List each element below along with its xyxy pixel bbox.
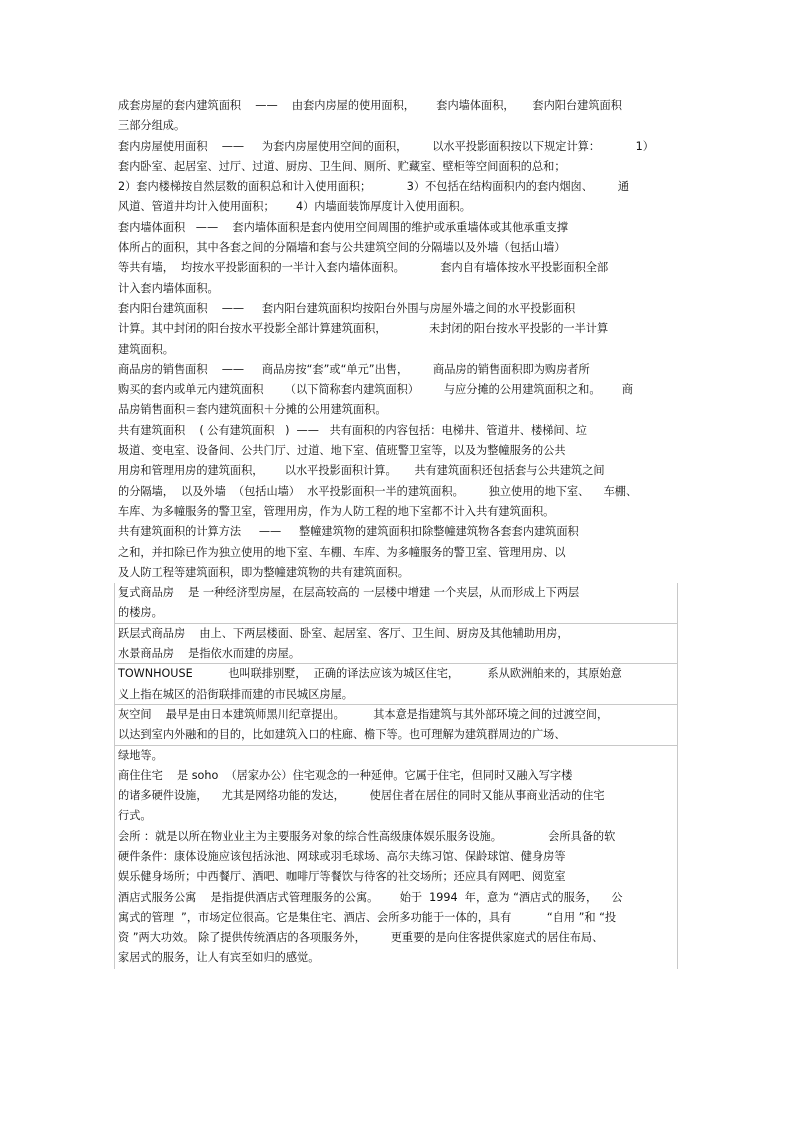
text-line: 建筑面积。 [118,342,174,356]
text-block-definitions [118,96,678,583]
text-line: 计算。其中封闭的阳台按水平投影全部计算建筑面积， 未封闭的阳台按水平投影的一半计算 [118,322,609,336]
text-line: 娱乐健身场所；中西餐厅、酒吧、咖啡厅等餐饮与待客的社交场所；还应具有网吧、阅览室 [114,867,678,887]
text-line: 套内卧室、起居室、过厅、过道、厨房、卫生间、厕所、贮藏室、壁柜等空间面积的总和； [118,159,566,173]
text-line: 共有建筑面积的计算方法 —— 整幢建筑物的建筑面积扣除整幢建筑物各套套内建筑面积 [118,525,579,539]
text-line: 成套房屋的套内建筑面积 —— 由套内房屋的使用面积， 套内墙体面积， 套内阳台建筑面积 [118,99,622,112]
text-line: 绿地等。 [114,746,678,766]
text-line: 家居式的服务，让人有宾至如归的感觉。 [114,948,678,968]
text-line: 硬件条件：康体设施应该包括泳池、网球或羽毛球场、高尔夫练习馆、保龄球馆、健身房等 [114,847,678,867]
text-line: 品房销售面积＝套内建筑面积＋分摊的公用建筑面积。 [118,403,387,417]
text-line: 及人防工程等建筑面积，即为整幢建筑物的共有建筑面积。 [118,565,409,579]
text-line: 的诸多硬件设施， 尤其是网络功能的发达， 使居住者在居住的同时又能从事商业活动的住宅 [114,786,678,806]
text-line: 会所 ：就是以所在物业业主为主要服务对象的综合性高级康体娱乐服务设施。 会所具备的软 [114,827,678,847]
text-line: 共有建筑面积 ( 公有建筑面积 ) —— 共有面积的内容包括：电梯井、管道井、楼梯间、垃 [118,423,587,437]
text-line: 行式。 [114,806,678,826]
text-line: 义上指在城区的沿街联排而建的市民城区房屋。 [114,685,678,705]
text-line: 商品房的销售面积 —— 商品房按“套”或“单元”出售， 商品房的销售面积即为购房者所 [118,362,590,376]
text-line: 套内墙体面积 —— 套内墙体面积是套内使用空间周围的维护或承重墙体或其他承重支撑 [118,220,569,234]
text-line: 2）套内楼梯按自然层数的面积总和计入使用面积； 3）不包括在结构面积内的套内烟囱、 通 [118,180,630,194]
text-line: 酒店式服务公寓 是指提供酒店式管理服务的公寓。 始于 1994 年，意为 “酒店式的服务， 公 [114,888,678,908]
text-line: 以达到室内外融和的目的，比如建筑入口的柱廊、檐下等。也可理解为建筑群周边的广场、 [114,725,678,745]
document-page [118,96,678,969]
text-line: 商住住宅 是 soho （居家办公）住宅观念的一种延伸。它属于住宅，但同时又融入写字楼 [114,766,678,786]
text-line: 购买的套内或单元内建筑面积 （以下简称套内建筑面积） 与应分摊的公用建筑面积之和。 商 [118,383,634,397]
text-line: 风道、管道井均计入使用面积； 4）内墙面装饰厚度计入使用面积。 [118,200,471,214]
text-line: 三部分组成。 [118,119,186,133]
text-line: 资 ”两大功效。 除了提供传统酒店的各项服务外， 更重要的是向住客提供家庭式的居住布局、 [114,928,678,948]
text-line: TOWNHOUSE 也叫联排别墅， 正确的译法应该为城区住宅， 系从欧洲舶来的，其原始意 [114,664,678,684]
text-line: 的楼房。 [114,603,678,623]
text-line: 车库、为多幢服务的警卫室，管理用房，作为人防工程的地下室都不计入共有建筑面积。 [118,504,555,518]
text-line: 圾道、变电室、设备间、公共门厅、过道、地下室、值班警卫室等，以及为整幢服务的公共 [118,444,566,458]
text-line: 跃层式商品房 由上、下两层楼面、卧室、起居室、客厅、卫生间、厨房及其他辅助用房， [114,624,678,644]
text-line: 的分隔墙， 以及外墙 （包括山墙） 水平投影面积一半的建筑面积。 独立使用的地下室、 车棚、 [118,484,638,498]
text-line: 体所占的面积，其中各套之间的分隔墙和套与公共建筑空间的分隔墙以及外墙（包括山墙） [118,241,566,255]
text-line: 寓式的管理 ”，市场定位很高。它是集住宅、酒店、会所多功能于一体的，具有 “自用 ”和 “投 [114,908,678,928]
text-line: 计入套内墙体面积。 [118,281,219,295]
text-line: 套内房屋使用面积 —— 为套内房屋使用空间的面积， 以水平投影面积按以下规定计算： 1） [118,139,654,153]
text-line: 用房和管理用房的建筑面积， 以水平投影面积计算。 共有建筑面积还包括套与公共建筑之间 [118,464,605,478]
text-line: 灰空间 最早是由日本建筑师黑川纪章提出。 其本意是指建筑与其外部环境之间的过渡空间， [114,705,678,725]
text-block-property-types [118,583,678,969]
text-line: 之和，并扣除已作为独立使用的地下室、车棚、车库、为多幢服务的警卫室、管理用房、以 [118,545,566,559]
text-line: 水景商品房 是指依水而建的房屋。 [114,644,678,664]
text-line: 等共有墙， 均按水平投影面积的一半计入套内墙体面积。 套内自有墙体按水平投影面积全部 [118,261,609,275]
text-line: 套内阳台建筑面积 —— 套内阳台建筑面积均按阳台外围与房屋外墙之间的水平投影面积 [118,301,576,315]
text-line: 复式商品房 是 一种经济型房屋，在层高较高的 一层楼中增建 一个夹层，从而形成上下两层 [114,583,678,603]
